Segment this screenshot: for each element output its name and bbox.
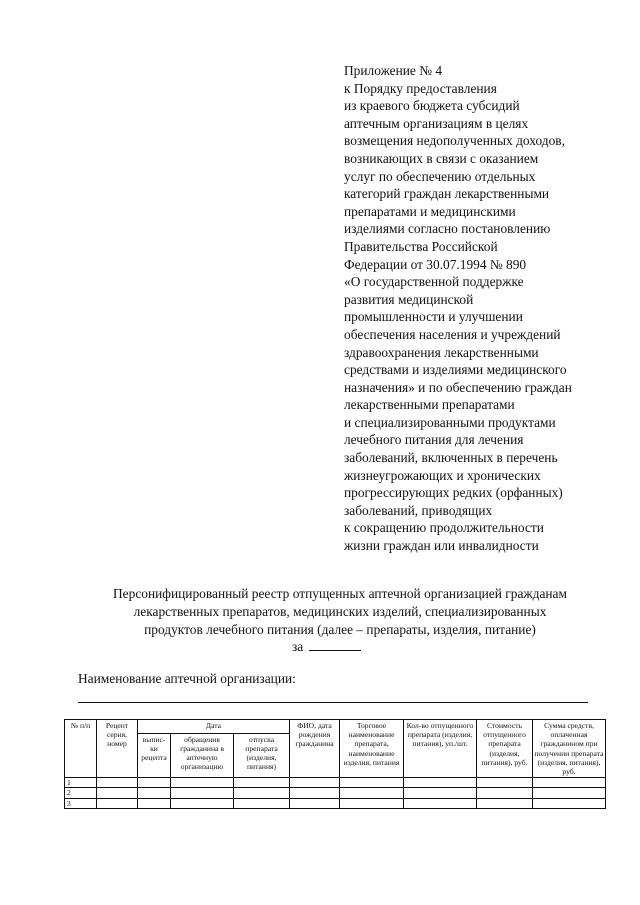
appendix-line: услуг по обеспечению отдельных <box>344 168 536 184</box>
appendix-line: Приложение № 4 <box>344 63 443 78</box>
appendix-line: назначения» и по обеспечению граждан <box>344 379 572 395</box>
table-row <box>65 798 606 808</box>
header-trade-name: Торговое наименование препарата, наименование изделия, питания <box>340 720 404 778</box>
row-number: 3 <box>65 798 97 808</box>
header-quantity: Кол-во отпущенного препарата (изделия, питания), уп./шт. <box>404 720 477 778</box>
header-num: № п/п <box>65 720 97 778</box>
appendix-line: промышленности и улучшении <box>344 309 523 325</box>
appendix-line: развития медицинской <box>344 291 474 307</box>
title-line: продуктов лечебного питания (далее – препараты, изделия, питание) <box>144 622 536 637</box>
appendix-line: лекарственными препаратами <box>344 397 515 413</box>
title-line: лекарственных препаратов, медицинских изделий, специализированных <box>133 604 547 619</box>
appendix-line: изделиями согласно постановлению <box>344 221 551 237</box>
header-date-release: отпуска препарата (изделия, питания) <box>234 733 290 778</box>
org-name-label: Наименование аптечной организации: <box>78 671 296 686</box>
header-recipe: Рецепт серия, номер <box>97 720 138 778</box>
appendix-header <box>344 62 634 555</box>
title-line: Персонифицированный реестр отпущенных аптечной организацией гражданам <box>113 586 567 601</box>
appendix-line: категорий граждан лекарственными <box>344 186 550 202</box>
header-cost: Стоимость отпущенного препарата (изделия, питания), руб. <box>477 720 533 778</box>
appendix-line: Правительства Российской <box>344 238 498 254</box>
table-row <box>65 788 606 798</box>
appendix-line: средствами и изделиями медицинского <box>344 362 567 378</box>
appendix-line: лечебного питания для лечения <box>344 432 524 448</box>
appendix-line: из краевого бюджета субсидий <box>344 98 520 114</box>
period-field <box>292 638 361 656</box>
row-number: 1 <box>65 778 97 788</box>
row-number: 2 <box>65 788 97 798</box>
period-label: за <box>292 639 304 654</box>
header-date: Дата <box>138 720 290 734</box>
appendix-line: возникающих в связи с оказанием <box>344 150 539 166</box>
org-name-blank-line <box>78 702 588 703</box>
header-date-issue: выпис-ки рецепта <box>138 733 171 778</box>
appendix-line: обеспечения населения и учреждений <box>344 326 561 342</box>
appendix-line: заболеваний, включенных в перечень <box>344 450 558 466</box>
appendix-line: заболеваний, приводящих <box>344 502 493 518</box>
appendix-line: жизни граждан или инвалидности <box>344 538 539 554</box>
appendix-line: к сокращению продолжительности <box>344 520 544 536</box>
appendix-line: к Порядку предоставления <box>344 80 497 96</box>
registry-table <box>64 719 606 809</box>
table-row <box>65 778 606 788</box>
period-blank-line <box>309 650 361 651</box>
appendix-line: возмещения недополученных доходов, <box>344 133 565 149</box>
appendix-line: прогрессирующих редких (орфанных) <box>344 485 563 501</box>
header-date-request: обращения гражданина в аптечную организацию <box>171 733 234 778</box>
appendix-line: Федерации от 30.07.1994 № 890 <box>344 256 527 272</box>
header-sum: Сумма средств, оплаченная гражданином при получении препарата (изделия, питания), руб. <box>534 721 604 777</box>
appendix-line: аптечным организациям в целях <box>344 115 529 131</box>
appendix-line: «О государственной поддержке <box>344 274 524 290</box>
appendix-line: жизнеугрожающих и хронических <box>344 467 541 483</box>
header-fio: ФИО, дата рождения гражданина <box>290 720 340 778</box>
appendix-line: здравоохранения лекарственными <box>344 344 539 360</box>
document-title <box>40 585 640 639</box>
appendix-line: и специализированными продуктами <box>344 414 556 430</box>
appendix-line: препаратами и медицинскими <box>344 203 516 219</box>
